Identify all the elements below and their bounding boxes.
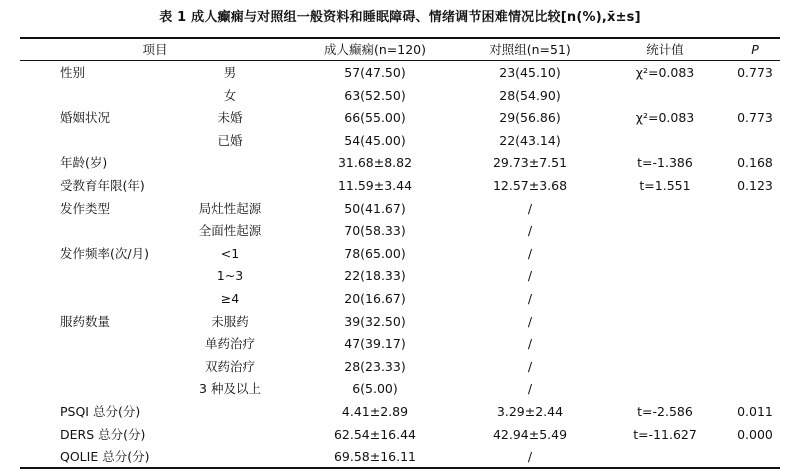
row-p-value: 0.773 — [737, 65, 773, 80]
row-p-value — [715, 379, 795, 399]
table-row — [0, 131, 800, 151]
row-item-label: 年龄(岁) — [60, 155, 108, 171]
row-case-value: 50(41.67) — [344, 200, 406, 216]
row-control-value: 3.29±2.44 — [496, 404, 564, 419]
row-subitem-label — [175, 176, 285, 196]
row-p-value — [715, 289, 795, 309]
row-p-value — [715, 131, 795, 151]
row-case-value: 69.58±16.11 — [333, 449, 417, 465]
row-control-value: / — [527, 268, 533, 284]
row-case-value: 28(23.33) — [344, 358, 406, 374]
row-subitem-label — [175, 153, 285, 173]
row-subitem-label: 3 种及以上 — [199, 381, 261, 397]
row-statistic — [600, 199, 730, 219]
row-p-value — [715, 447, 795, 467]
table-header-row — [0, 40, 800, 60]
row-control-value: 28(54.90) — [499, 87, 561, 103]
row-subitem-label: 未服药 — [211, 313, 249, 329]
row-statistic — [600, 266, 730, 286]
row-subitem-label — [175, 425, 285, 445]
row-p-value — [715, 86, 795, 106]
row-statistic: t=-1.386 — [637, 155, 693, 171]
header-control-group: 对照组(n=51) — [489, 42, 571, 57]
row-statistic: χ²=0.083 — [635, 110, 695, 126]
table-row — [0, 86, 800, 106]
table-row — [0, 244, 800, 264]
row-item-label: DERS 总分(分) — [60, 426, 146, 442]
row-statistic — [600, 334, 730, 354]
row-control-value: / — [527, 291, 533, 306]
row-statistic: χ²=0.083 — [635, 65, 695, 80]
row-subitem-label: 全面性起源 — [198, 223, 262, 239]
header-statistic: 统计值 — [646, 42, 684, 57]
row-subitem-label: 男 — [223, 65, 237, 80]
row-p-value: 0.000 — [737, 426, 773, 442]
row-case-value: 4.41±2.89 — [341, 404, 409, 419]
row-case-value: 39(32.50) — [344, 313, 406, 329]
row-item-label: 受教育年限(年) — [60, 178, 145, 193]
row-statistic — [600, 379, 730, 399]
row-control-value: / — [527, 223, 533, 239]
row-subitem-label: 未婚 — [217, 110, 243, 126]
row-p-value — [715, 199, 795, 219]
row-case-value: 20(16.67) — [344, 291, 406, 306]
table-row — [0, 176, 800, 196]
row-control-value: / — [527, 245, 533, 261]
row-item-label: QOLIE 总分(分) — [60, 449, 150, 465]
row-control-value: / — [527, 449, 533, 465]
row-p-value: 0.011 — [737, 404, 773, 419]
row-p-value — [715, 266, 795, 286]
row-case-value: 70(58.33) — [344, 223, 406, 239]
row-subitem-label: 女 — [223, 87, 237, 103]
row-control-value: / — [527, 200, 533, 216]
row-case-value: 47(39.17) — [344, 336, 406, 352]
row-subitem-label: 局灶性起源 — [198, 200, 262, 216]
row-case-value: 63(52.50) — [344, 87, 406, 103]
row-item-label: 性别 — [60, 65, 86, 80]
row-statistic: t=-11.627 — [633, 426, 697, 442]
table-top-rule — [20, 37, 780, 39]
table-row — [0, 402, 800, 422]
row-subitem-label — [175, 402, 285, 422]
header-p-value: P — [751, 42, 759, 57]
row-control-value: 29.73±7.51 — [492, 155, 568, 171]
row-item-label: 服药数量 — [60, 313, 111, 329]
row-statistic: t=1.551 — [639, 178, 691, 193]
table-row — [0, 266, 800, 286]
row-statistic — [600, 447, 730, 467]
row-case-value: 62.54±16.44 — [333, 426, 417, 442]
header-case-group: 成人癫痫(n=120) — [323, 42, 426, 57]
row-statistic — [600, 289, 730, 309]
row-control-value: / — [527, 358, 533, 374]
row-item-label: 发作类型 — [60, 200, 111, 216]
table-row — [0, 289, 800, 309]
row-statistic — [600, 221, 730, 241]
row-statistic: t=-2.586 — [637, 404, 693, 419]
row-control-value: / — [527, 336, 533, 352]
row-subitem-label: 已婚 — [217, 132, 243, 148]
header-item: 项目 — [142, 42, 168, 57]
row-case-value: 31.68±8.82 — [337, 155, 413, 171]
row-p-value: 0.123 — [737, 178, 773, 193]
table-row — [0, 63, 800, 83]
row-p-value — [715, 334, 795, 354]
table-row — [0, 153, 800, 173]
row-subitem-label: 1~3 — [216, 268, 244, 284]
row-case-value: 6(5.00) — [352, 381, 398, 397]
row-case-value: 11.59±3.44 — [337, 178, 413, 193]
table-row — [0, 357, 800, 377]
row-control-value: 22(43.14) — [499, 132, 561, 148]
row-item-label: 发作频率(次/月) — [60, 245, 149, 261]
row-control-value: 23(45.10) — [499, 65, 561, 80]
row-subitem-label: 单药治疗 — [204, 336, 255, 352]
row-p-value: 0.168 — [737, 155, 773, 171]
row-control-value: 42.94±5.49 — [492, 426, 568, 442]
row-case-value: 22(18.33) — [344, 268, 406, 284]
table-row — [0, 379, 800, 399]
row-control-value: / — [527, 381, 533, 397]
row-statistic — [600, 312, 730, 332]
row-p-value — [715, 312, 795, 332]
table-row — [0, 312, 800, 332]
table-row — [0, 221, 800, 241]
row-case-value: 54(45.00) — [344, 132, 406, 148]
table-row — [0, 425, 800, 445]
row-statistic — [600, 357, 730, 377]
row-control-value: / — [527, 313, 533, 329]
row-case-value: 57(47.50) — [344, 65, 406, 80]
table-row — [0, 199, 800, 219]
row-control-value: 12.57±3.68 — [492, 178, 568, 193]
table-bottom-rule — [20, 467, 780, 469]
table-header-rule — [20, 60, 780, 61]
table-row — [0, 447, 800, 467]
row-item-label: PSQI 总分(分) — [60, 404, 141, 419]
row-subitem-label: 双药治疗 — [204, 358, 255, 374]
row-statistic — [600, 86, 730, 106]
row-p-value — [715, 357, 795, 377]
row-case-value: 78(65.00) — [344, 245, 406, 261]
row-subitem-label: ≥4 — [220, 291, 240, 306]
row-statistic — [600, 131, 730, 151]
row-case-value: 66(55.00) — [344, 110, 406, 126]
row-p-value — [715, 221, 795, 241]
row-subitem-label: <1 — [220, 245, 240, 261]
table-row — [0, 108, 800, 128]
table-caption: 表 1 成人癫痫与对照组一般资料和睡眠障碍、情绪调节困难情况比较[n(%),x̄±s] — [159, 10, 641, 25]
row-statistic — [600, 244, 730, 264]
row-p-value — [715, 244, 795, 264]
table-row — [0, 334, 800, 354]
row-p-value: 0.773 — [737, 110, 773, 126]
row-subitem-label — [175, 447, 285, 467]
row-item-label: 婚姻状况 — [60, 110, 111, 126]
row-control-value: 29(56.86) — [499, 110, 561, 126]
